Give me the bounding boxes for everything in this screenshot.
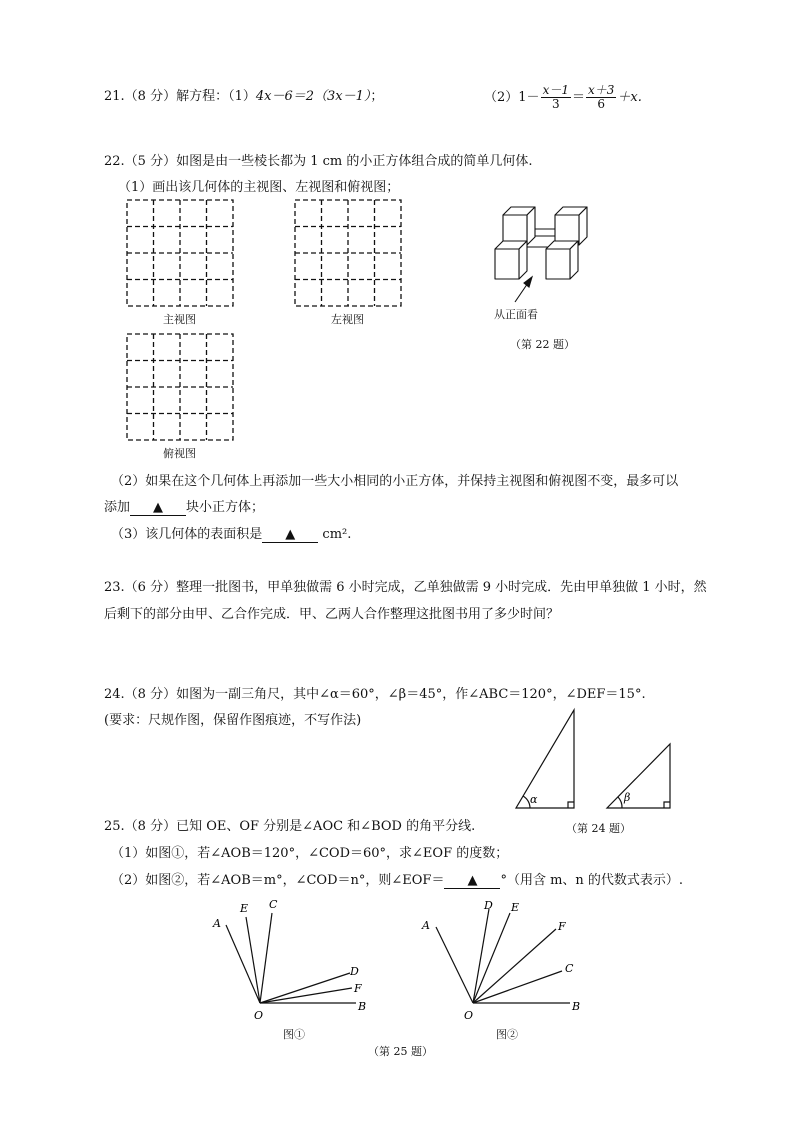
fig2-point-D: D	[484, 899, 493, 912]
q22-part3-pre: （3）该几何体的表面积是	[111, 527, 263, 542]
left-view-grid	[295, 200, 401, 306]
fig1-point-C: C	[269, 898, 278, 911]
fig1-point-A: A	[213, 917, 221, 930]
q21-frac1-numerator: x－1	[542, 83, 569, 97]
left-view-label: 左视图	[331, 313, 364, 326]
q21-frac1-denominator: 3	[551, 97, 560, 111]
fig1-point-O: O	[254, 1009, 264, 1022]
triangle-45	[607, 744, 670, 808]
q22-part3-post: cm².	[318, 527, 352, 542]
triangle-60	[516, 710, 574, 808]
q23-line1: 23.（6 分）整理一批图书，甲单独做需 6 小时完成，乙单独做需 9 小时完成．先由甲单独做 1 小时，然	[104, 580, 707, 595]
fig2-point-E: E	[511, 901, 520, 914]
q22-part2-line1: （2）如果在这个几何体上再添加一些大小相同的小正方体，并保持主视图和俯视图不变，最多可以	[111, 474, 679, 489]
q24-set-squares	[490, 700, 690, 815]
fig2-point-A: A	[422, 919, 430, 932]
fig2-point-O: O	[464, 1009, 474, 1022]
q21-frac2-numerator: x＋3	[587, 83, 615, 97]
q25-figure-2	[410, 895, 600, 1025]
q25-stem: 25.（8 分）已知 OE、OF 分别是∠AOC 和∠BOD 的角平分线.	[104, 819, 476, 834]
top-view-grid	[127, 334, 233, 440]
view-direction-note: 从正面看	[494, 308, 538, 321]
q24-figure-caption: （第 24 题）	[566, 822, 631, 835]
q22-grids	[0, 0, 794, 470]
q24-line1: 24.（8 分）如图为一副三角尺，其中∠α＝60°，∠β＝45°，作∠ABC＝120°，∠DEF＝15°.	[104, 687, 646, 702]
q22-part2-line2	[104, 499, 264, 517]
q22-figure-caption: （第 22 题）	[510, 338, 575, 351]
fig1-point-D: D	[350, 965, 359, 978]
q21-eq2-tail: ＋x.	[617, 90, 642, 105]
q25-part2	[111, 872, 683, 890]
q22-answer-blank-1[interactable]: ▲	[130, 501, 186, 516]
q21-eq2-lead: 1－	[518, 90, 540, 105]
q21-frac2-denominator: 6	[597, 97, 605, 111]
cube-figure	[495, 207, 587, 279]
q22-part2-post: 块小正方体；	[186, 500, 265, 515]
front-view-grid	[127, 200, 233, 306]
q22-answer-blank-2[interactable]: ▲	[262, 528, 318, 543]
beta-arc	[618, 797, 622, 808]
q21-part2-label: （2）	[484, 90, 519, 105]
fig1-point-F: F	[354, 982, 362, 995]
top-view-label: 俯视图	[163, 447, 196, 460]
fig1-point-E: E	[240, 902, 249, 915]
fig1-point-B: B	[358, 1000, 367, 1013]
q25-part2-pre: （2）如图②，若∠AOB＝m°，∠COD＝n°，则∠EOF＝	[111, 873, 445, 888]
q21-equation-1: 4x－6＝2（3x－1）	[255, 89, 371, 104]
q22-stem: 22.（5 分）如图是由一些棱长都为 1 cm 的小正方体组合成的简单几何体.	[104, 154, 533, 169]
q21-separator: ；	[370, 89, 384, 104]
q25-answer-blank[interactable]: ▲	[444, 874, 500, 889]
alpha-label: α	[530, 793, 538, 806]
q21-equals: ＝	[571, 90, 585, 105]
q22-part1: （1）画出该几何体的主视图、左视图和俯视图；	[118, 180, 400, 195]
q22-part2-pre: 添加	[104, 500, 131, 515]
q25-figure-1	[200, 895, 380, 1025]
q25-fig1-caption: 图①	[283, 1028, 305, 1041]
q25-fig2-caption: 图②	[496, 1028, 518, 1041]
fig2-point-B: B	[572, 1000, 581, 1013]
fig2-point-F: F	[558, 920, 566, 933]
q22-part3	[111, 526, 351, 544]
q21-label: 21.（8 分）解方程：（1）	[104, 89, 256, 104]
fig2-point-C: C	[565, 962, 574, 975]
q25-figure-caption: （第 25 题）	[368, 1045, 433, 1058]
front-view-label: 主视图	[163, 313, 196, 326]
beta-label: β	[624, 791, 631, 804]
q23-line2: 后剩下的部分由甲、乙合作完成．甲、乙两人合作整理这批图书用了多少时间？	[104, 607, 560, 622]
q24-line2: (要求：尺规作图，保留作图痕迹，不写作法)	[104, 713, 362, 728]
q25-part1: （1）如图①，若∠AOB＝120°，∠COD＝60°，求∠EOF 的度数；	[111, 846, 509, 861]
q25-part2-post: °（用含 m、n 的代数式表示）.	[500, 873, 684, 888]
alpha-arc	[523, 796, 530, 808]
view-direction-arrow	[515, 277, 532, 302]
